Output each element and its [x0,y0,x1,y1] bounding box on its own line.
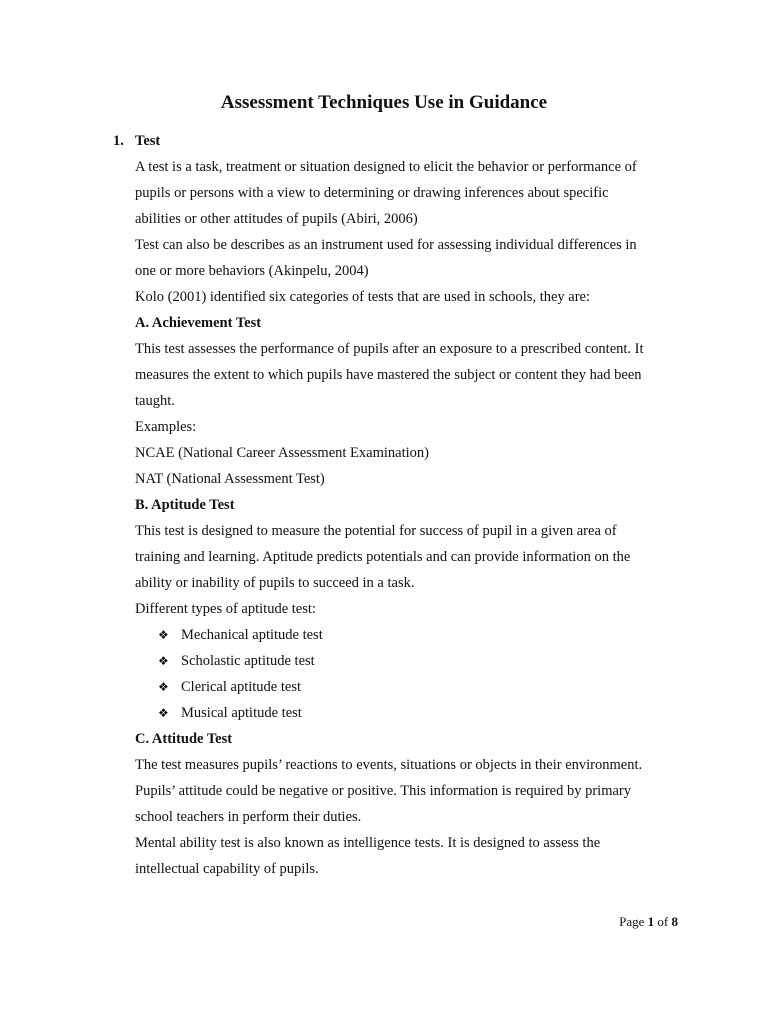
paragraph-line: Examples: [135,419,197,435]
paragraph-line: pupils or persons with a view to determining or drawing inferences about specific [135,185,609,201]
document-body [113,128,695,882]
section-heading-test [113,128,695,154]
diamond-bullet-icon: ❖ [158,654,169,668]
paragraph-line: This test is designed to measure the potential for success of pupil in a given area of [135,523,617,539]
paragraph-line: Different types of aptitude test: [135,601,316,617]
paragraph-line: Pupils’ attitude could be negative or positive. This information is required by primary [135,783,631,799]
subheading-achievement-test: A. Achievement Test [135,315,262,331]
list-item-label: Mechanical aptitude test [181,627,323,643]
paragraph-line: This test assesses the performance of pupils after an exposure to a prescribed content. It [135,341,644,357]
paragraph-line: Mental ability test is also known as intelligence tests. It is designed to assess the [135,835,601,851]
paragraph-line: A test is a task, treatment or situation designed to elicit the behavior or performance of [135,159,637,175]
subheading-aptitude-test: B. Aptitude Test [135,497,235,513]
list-item-label: Clerical aptitude test [181,679,301,695]
paragraph-line: Test can also be describes as an instrument used for assessing individual differences in [135,237,637,253]
paragraph-line: NAT (National Assessment Test) [135,471,325,487]
page-word: Page [619,914,645,929]
paragraph-line: measures the extent to which pupils have mastered the subject or content they had been [135,367,642,383]
diamond-bullet-icon: ❖ [158,706,169,720]
paragraph-line: training and learning. Aptitude predicts potentials and can provide information on the [135,549,631,565]
paragraph-line: Kolo (2001) identified six categories of tests that are used in schools, they are: [135,289,591,305]
paragraph-line: NCAE (National Career Assessment Examination) [135,445,429,461]
paragraph-line: abilities or other attitudes of pupils (Abiri, 2006) [135,211,418,227]
paragraph-line: intellectual capability of pupils. [135,861,319,877]
page-number-total: 8 [671,914,678,929]
subheading-attitude-test: C. Attitude Test [135,731,233,747]
section-heading-label: Test [135,133,161,149]
list-item-label: Scholastic aptitude test [181,653,315,669]
paragraph-line: school teachers in perform their duties. [135,809,362,825]
page-title: Assessment Techniques Use in Guidance [220,92,548,113]
of-word: of [657,914,669,929]
list-item [135,674,695,700]
paragraph-line: one or more behaviors (Akinpelu, 2004) [135,263,369,279]
list-item [135,648,695,674]
list-item-label: Musical aptitude test [181,705,302,721]
diamond-bullet-icon: ❖ [158,628,169,642]
paragraph-line: ability or inability of pupils to succeed in a task. [135,575,415,591]
list-item [135,700,695,726]
page-number-current: 1 [647,914,655,929]
section-number: 1. [113,133,124,149]
page-footer [619,911,678,933]
list-item [135,622,695,648]
paragraph-line: taught. [135,393,175,409]
paragraph-line: The test measures pupils’ reactions to events, situations or objects in their environment. [135,757,643,773]
diamond-bullet-icon: ❖ [158,680,169,694]
